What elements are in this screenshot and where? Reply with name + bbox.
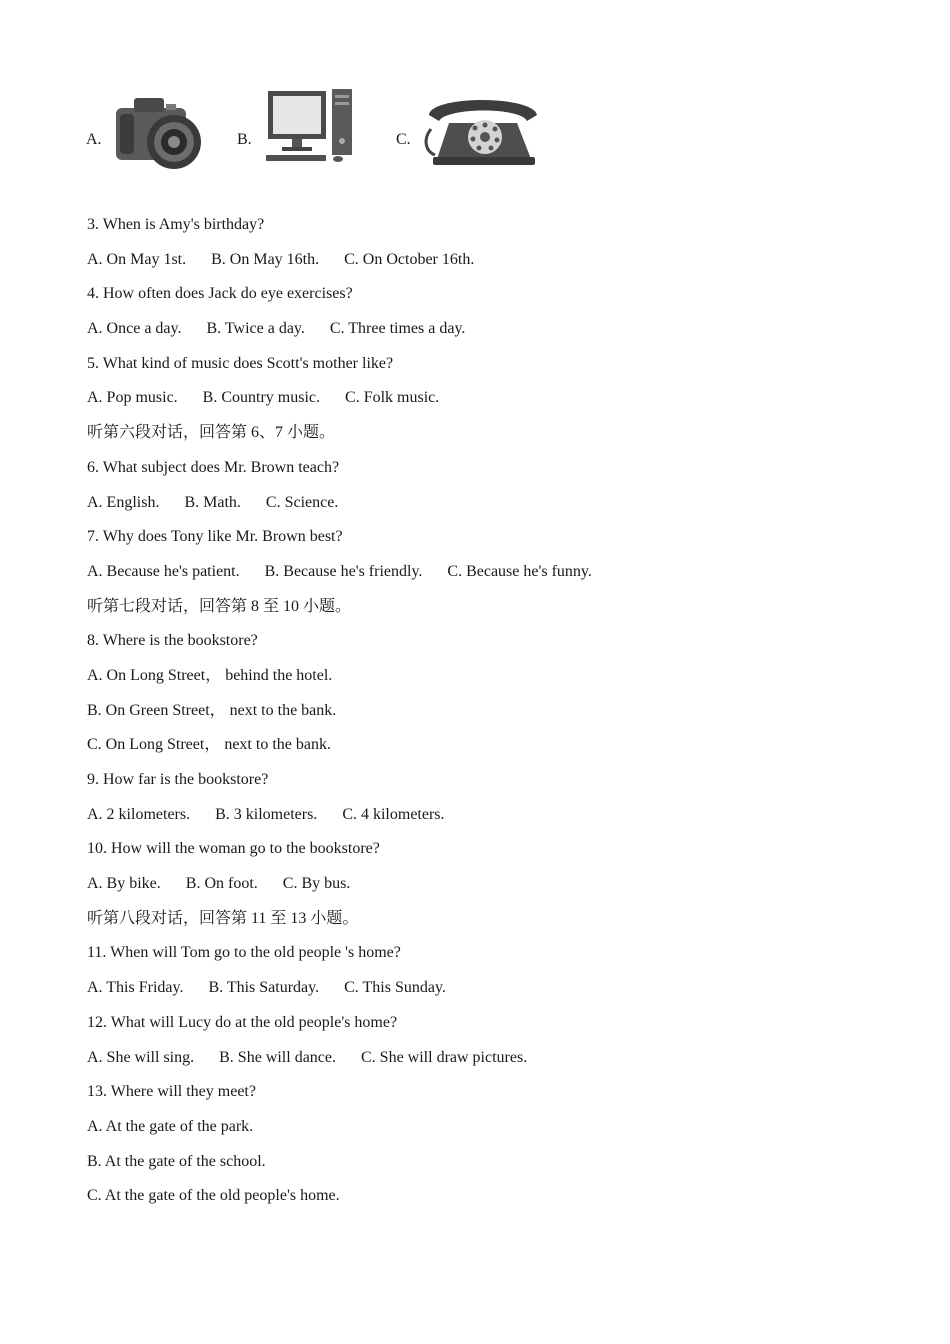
- options-row: [87, 872, 887, 907]
- question-text: 5. What kind of music does Scott's mother like?: [87, 354, 394, 372]
- answer-option: A. On Long Street， behind the hotel.: [87, 666, 333, 684]
- answer-option: B. On Green Street， next to the bank.: [87, 701, 337, 719]
- answer-option: B. On foot.: [185, 875, 258, 893]
- answer-option: A. Pop music.: [87, 389, 178, 407]
- question-list: [87, 213, 887, 1219]
- question-text: 7. Why does Tony like Mr. Brown best?: [87, 528, 343, 546]
- answer-option: B. Country music.: [202, 389, 321, 407]
- answer-option: A. English.: [87, 493, 160, 511]
- options-row: [87, 386, 887, 421]
- answer-option: A. By bike.: [87, 875, 161, 893]
- options-row: [87, 491, 887, 526]
- answer-option: A. On May 1st.: [87, 250, 187, 268]
- answer-option: C. Science.: [265, 493, 339, 511]
- answer-option: A. Once a day.: [87, 320, 182, 338]
- options-row: [87, 803, 887, 838]
- question-text: 6. What subject does Mr. Brown teach?: [87, 458, 340, 476]
- answer-option: A. Because he's patient.: [87, 562, 240, 580]
- options-row: [87, 560, 887, 595]
- question-text: 4. How often does Jack do eye exercises?: [87, 285, 353, 303]
- answer-option: C. By bus.: [282, 875, 351, 893]
- options-row: [87, 317, 887, 352]
- answer-option: B. This Saturday.: [208, 979, 320, 997]
- rotary-telephone-icon: [421, 89, 546, 169]
- answer-option: B. Because he's friendly.: [264, 562, 423, 580]
- answer-option: B. She will dance.: [219, 1048, 336, 1066]
- question-text: 11. When will Tom go to the old people 's home?: [87, 944, 401, 962]
- answer-option: C. Three times a day.: [329, 320, 466, 338]
- answer-option: C. At the gate of the old people's home.: [87, 1187, 340, 1205]
- question-text: 10. How will the woman go to the bookstore?: [87, 840, 380, 858]
- answer-option: B. Twice a day.: [206, 320, 305, 338]
- answer-option: A. She will sing.: [87, 1048, 195, 1066]
- answer-option: C. She will draw pictures.: [361, 1048, 528, 1066]
- section-instruction: 听第八段对话，回答第 11 至 13 小题。: [87, 909, 359, 927]
- question-text: 3. When is Amy's birthday?: [87, 216, 265, 233]
- options-row: [87, 976, 887, 1011]
- question-text: 9. How far is the bookstore?: [87, 771, 269, 788]
- options-row: [87, 248, 887, 283]
- section-instruction: 听第七段对话，回答第 8 至 10 小题。: [87, 597, 352, 615]
- answer-option: C. Because he's funny.: [447, 562, 592, 580]
- desktop-computer-icon: [264, 75, 359, 169]
- answer-option: A. 2 kilometers.: [87, 805, 191, 823]
- question-text: 12. What will Lucy do at the old people's home?: [87, 1013, 398, 1031]
- answer-option: C. This Sunday.: [344, 979, 446, 997]
- picture-option-b-label: B.: [237, 131, 252, 148]
- section-instruction: 听第六段对话，回答第 6、7 小题。: [87, 424, 336, 442]
- answer-option: C. On Long Street， next to the bank.: [87, 736, 331, 754]
- answer-option: B. On May 16th.: [211, 250, 320, 268]
- answer-option: B. At the gate of the school.: [87, 1152, 266, 1170]
- answer-option: B. Math.: [184, 493, 241, 511]
- picture-options-row: [86, 75, 566, 175]
- picture-option-c-label: C.: [396, 131, 411, 148]
- answer-option: C. On October 16th.: [344, 250, 475, 268]
- answer-option: C. 4 kilometers.: [342, 805, 445, 823]
- answer-option: C. Folk music.: [345, 389, 440, 407]
- question-text: 8. Where is the bookstore?: [87, 632, 258, 650]
- question-text: 13. Where will they meet?: [87, 1083, 256, 1101]
- picture-option-a-label: A.: [86, 131, 102, 148]
- answer-option: A. At the gate of the park.: [87, 1117, 254, 1135]
- camera-icon: [112, 90, 204, 172]
- answer-option: B. 3 kilometers.: [215, 805, 318, 823]
- answer-option: A. This Friday.: [87, 979, 184, 997]
- options-row: [87, 1046, 887, 1081]
